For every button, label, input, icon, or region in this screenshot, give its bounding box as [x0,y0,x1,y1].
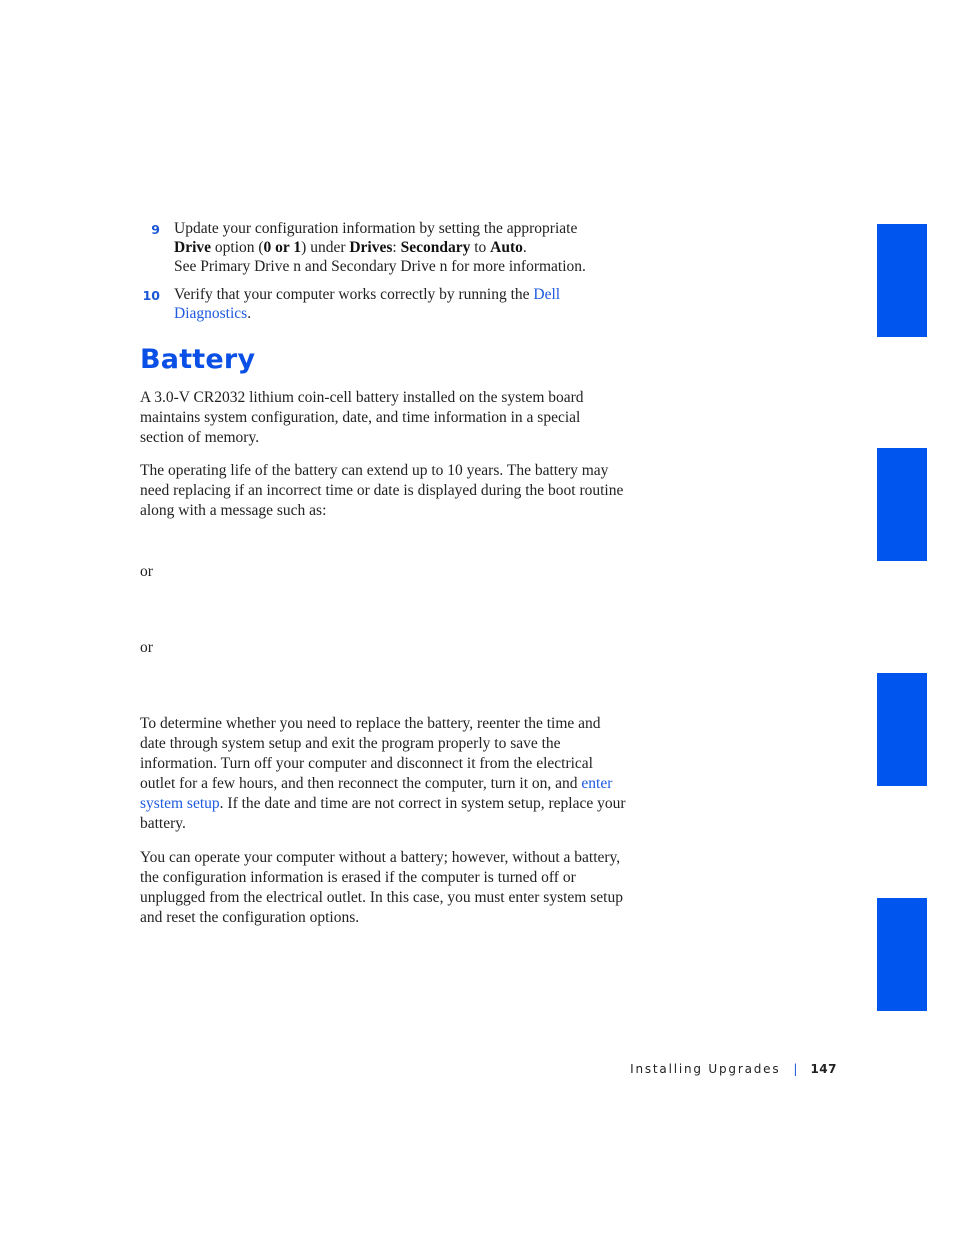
bold-term: Drive [174,239,212,256]
bold-term: Auto [490,239,523,256]
paragraph-text: . If the date and time are not correct in system setup, replace your battery. [140,795,626,832]
step-text: : [392,239,401,256]
step-text: Verify that your computer works correctly by running the [174,286,534,303]
paragraph-battery-intro: A 3.0-V CR2032 lithium coin-cell battery installed on the system board maintains system configuration, date, and time information in a special section of memory. [140,389,584,446]
step-body [174,219,620,276]
paragraph-text: To determine whether you need to replace the battery, reenter the time and date through system setup and exit the program properly to save the information. Turn off your computer and disconnect it from the electrical outlet for a few hours, and then reconnect the computer, turn it on, and [140,715,601,792]
section-title: Battery [140,344,256,375]
step-number: 10 [142,288,160,303]
enter-system-setup-link[interactable]: enter system setup [140,775,613,812]
dell-diagnostics-link[interactable]: Dell Diagnostics [174,286,561,322]
paragraph-check-battery [140,714,630,834]
step-text: option ( [211,239,264,256]
footer-separator: | [793,1062,798,1076]
step-text: . [522,239,527,256]
chapter-tab [877,673,927,786]
paragraph-or: or [140,563,153,580]
step-text: ) under [301,239,350,256]
step-text: Update your configuration information by setting the appropriate [174,220,578,237]
paragraph-battery-life: The operating life of the battery can extend up to 10 years. The battery may need replacing if an incorrect time or date is displayed during the boot routine along with a message such as: [140,462,624,519]
page-footer [630,1062,837,1076]
page-number: 147 [810,1062,837,1076]
footer-section-name: Installing Upgrades [630,1062,781,1076]
chapter-tab [877,448,927,561]
chapter-tab [877,898,927,1011]
paragraph-no-battery: You can operate your computer without a battery; however, without a battery, the configuration information is erased if the computer is turned off or unplugged from the electrical outlet. In this case, you must enter system setup and reset the configuration options. [140,849,623,926]
bold-term: Drives [349,239,393,256]
paragraph-or: or [140,639,153,656]
step-text: See Primary Drive n and Secondary Drive n for more information. [174,258,586,275]
chapter-tab [877,224,927,337]
bold-term: Secondary [400,239,471,256]
step-9 [140,219,620,276]
step-10 [140,285,610,323]
step-text: . [247,305,252,322]
step-number: 9 [151,222,160,237]
bold-term: 0 or 1 [263,239,302,256]
step-body [174,285,610,323]
step-text: to [470,239,491,256]
